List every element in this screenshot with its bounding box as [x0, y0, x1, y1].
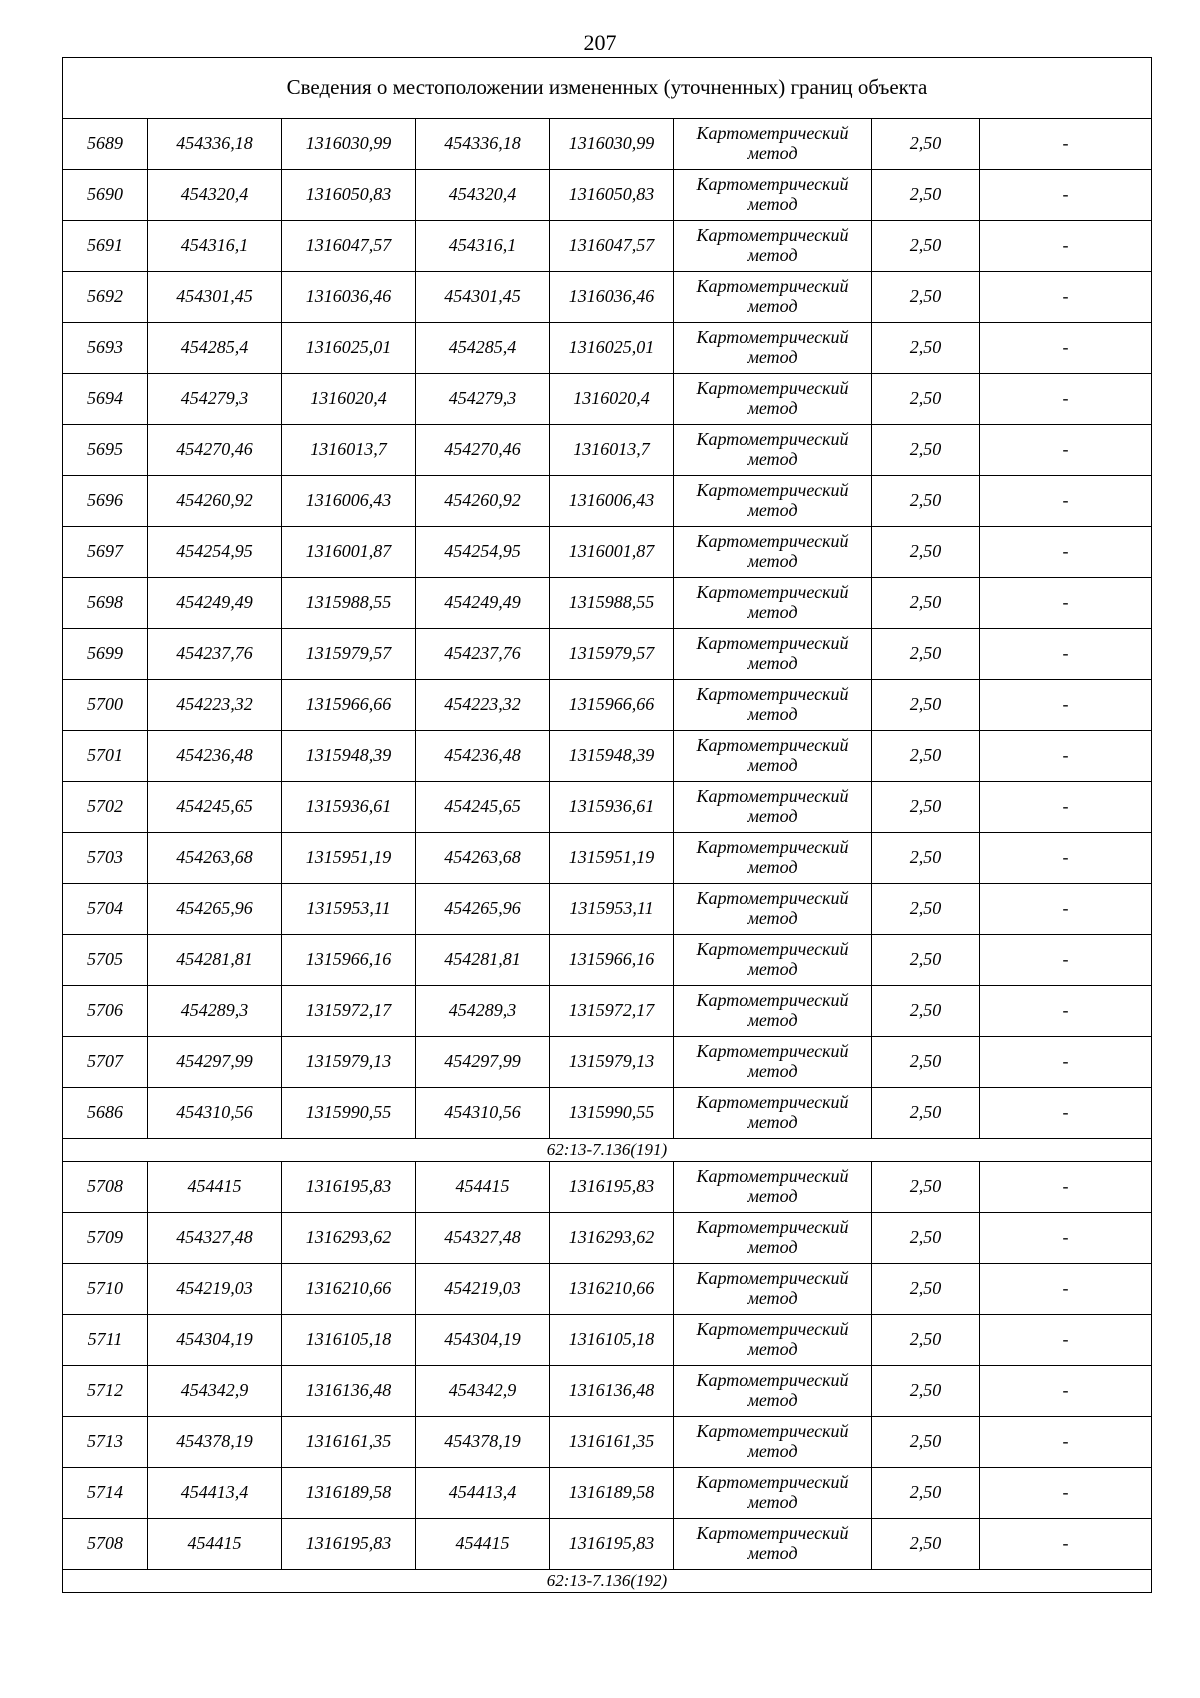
method-cell: Картометрический метод — [674, 1417, 872, 1468]
table-row — [63, 833, 1152, 884]
accuracy-cell: 2,50 — [872, 1315, 980, 1366]
method-cell: Картометрический метод — [674, 1213, 872, 1264]
description-cell: - — [980, 935, 1152, 986]
x-new-cell: 454301,45 — [416, 272, 550, 323]
x-new-cell: 454270,46 — [416, 425, 550, 476]
description-cell: - — [980, 833, 1152, 884]
y-old-cell: 1315936,61 — [282, 782, 416, 833]
method-cell: Картометрический метод — [674, 680, 872, 731]
point-number-cell: 5696 — [63, 476, 148, 527]
method-cell: Картометрический метод — [674, 221, 872, 272]
table-row — [63, 1519, 1152, 1570]
description-cell: - — [980, 374, 1152, 425]
method-cell: Картометрический метод — [674, 1366, 872, 1417]
y-new-cell: 1316189,58 — [550, 1468, 674, 1519]
point-number-cell: 5697 — [63, 527, 148, 578]
point-number-cell: 5708 — [63, 1519, 148, 1570]
description-cell: - — [980, 119, 1152, 170]
y-old-cell: 1316030,99 — [282, 119, 416, 170]
x-new-cell: 454336,18 — [416, 119, 550, 170]
description-cell: - — [980, 272, 1152, 323]
y-old-cell: 1316210,66 — [282, 1264, 416, 1315]
table-row — [63, 782, 1152, 833]
method-cell: Картометрический метод — [674, 884, 872, 935]
boundary-coordinates-table — [62, 57, 1152, 1593]
x-old-cell: 454297,99 — [148, 1037, 282, 1088]
x-new-cell: 454316,1 — [416, 221, 550, 272]
method-cell: Картометрический метод — [674, 1468, 872, 1519]
table-row — [63, 578, 1152, 629]
y-old-cell: 1316036,46 — [282, 272, 416, 323]
point-number-cell: 5695 — [63, 425, 148, 476]
description-cell: - — [980, 1037, 1152, 1088]
x-new-cell: 454413,4 — [416, 1468, 550, 1519]
y-new-cell: 1316050,83 — [550, 170, 674, 221]
point-number-cell: 5686 — [63, 1088, 148, 1139]
x-old-cell: 454265,96 — [148, 884, 282, 935]
x-old-cell: 454301,45 — [148, 272, 282, 323]
point-number-cell: 5709 — [63, 1213, 148, 1264]
accuracy-cell: 2,50 — [872, 221, 980, 272]
x-old-cell: 454260,92 — [148, 476, 282, 527]
y-new-cell: 1316030,99 — [550, 119, 674, 170]
y-new-cell: 1315953,11 — [550, 884, 674, 935]
x-new-cell: 454281,81 — [416, 935, 550, 986]
table-row — [63, 1037, 1152, 1088]
x-new-cell: 454415 — [416, 1162, 550, 1213]
method-cell: Картометрический метод — [674, 323, 872, 374]
description-cell: - — [980, 221, 1152, 272]
x-old-cell: 454413,4 — [148, 1468, 282, 1519]
point-number-cell: 5700 — [63, 680, 148, 731]
accuracy-cell: 2,50 — [872, 884, 980, 935]
point-number-cell: 5705 — [63, 935, 148, 986]
y-old-cell: 1316189,58 — [282, 1468, 416, 1519]
accuracy-cell: 2,50 — [872, 1088, 980, 1139]
y-new-cell: 1316293,62 — [550, 1213, 674, 1264]
table-row — [63, 527, 1152, 578]
accuracy-cell: 2,50 — [872, 1468, 980, 1519]
y-old-cell: 1315979,57 — [282, 629, 416, 680]
method-cell: Картометрический метод — [674, 1519, 872, 1570]
x-new-cell: 454237,76 — [416, 629, 550, 680]
y-new-cell: 1316025,01 — [550, 323, 674, 374]
description-cell: - — [980, 731, 1152, 782]
x-old-cell: 454263,68 — [148, 833, 282, 884]
method-cell: Картометрический метод — [674, 935, 872, 986]
method-cell: Картометрический метод — [674, 782, 872, 833]
x-old-cell: 454236,48 — [148, 731, 282, 782]
y-new-cell: 1315988,55 — [550, 578, 674, 629]
x-old-cell: 454342,9 — [148, 1366, 282, 1417]
table-row — [63, 986, 1152, 1037]
x-old-cell: 454289,3 — [148, 986, 282, 1037]
accuracy-cell: 2,50 — [872, 1162, 980, 1213]
description-cell: - — [980, 884, 1152, 935]
accuracy-cell: 2,50 — [872, 1213, 980, 1264]
table-row — [63, 1315, 1152, 1366]
table-row — [63, 119, 1152, 170]
description-cell: - — [980, 680, 1152, 731]
description-cell: - — [980, 425, 1152, 476]
point-number-cell: 5694 — [63, 374, 148, 425]
accuracy-cell: 2,50 — [872, 374, 980, 425]
y-new-cell: 1316047,57 — [550, 221, 674, 272]
accuracy-cell: 2,50 — [872, 731, 980, 782]
point-number-cell: 5704 — [63, 884, 148, 935]
method-cell: Картометрический метод — [674, 1037, 872, 1088]
description-cell: - — [980, 1213, 1152, 1264]
accuracy-cell: 2,50 — [872, 323, 980, 374]
x-old-cell: 454320,4 — [148, 170, 282, 221]
point-number-cell: 5690 — [63, 170, 148, 221]
x-new-cell: 454320,4 — [416, 170, 550, 221]
method-cell: Картометрический метод — [674, 1264, 872, 1315]
point-number-cell: 5711 — [63, 1315, 148, 1366]
y-old-cell: 1316025,01 — [282, 323, 416, 374]
table-row — [63, 935, 1152, 986]
y-new-cell: 1316210,66 — [550, 1264, 674, 1315]
y-new-cell: 1315979,13 — [550, 1037, 674, 1088]
y-old-cell: 1315966,16 — [282, 935, 416, 986]
y-old-cell: 1316195,83 — [282, 1162, 416, 1213]
y-old-cell: 1315979,13 — [282, 1037, 416, 1088]
y-old-cell: 1316105,18 — [282, 1315, 416, 1366]
y-new-cell: 1315966,16 — [550, 935, 674, 986]
x-new-cell: 454219,03 — [416, 1264, 550, 1315]
x-new-cell: 454304,19 — [416, 1315, 550, 1366]
section-label: 62:13-7.136(191) — [63, 1139, 1152, 1162]
accuracy-cell: 2,50 — [872, 935, 980, 986]
y-old-cell: 1315953,11 — [282, 884, 416, 935]
table-row — [63, 1162, 1152, 1213]
x-new-cell: 454415 — [416, 1519, 550, 1570]
y-old-cell: 1316136,48 — [282, 1366, 416, 1417]
page-number: 207 — [583, 30, 617, 55]
x-new-cell: 454245,65 — [416, 782, 550, 833]
accuracy-cell: 2,50 — [872, 833, 980, 884]
description-cell: - — [980, 629, 1152, 680]
description-cell: - — [980, 527, 1152, 578]
point-number-cell: 5702 — [63, 782, 148, 833]
description-cell: - — [980, 1315, 1152, 1366]
description-cell: - — [980, 476, 1152, 527]
x-old-cell: 454249,49 — [148, 578, 282, 629]
x-old-cell: 454279,3 — [148, 374, 282, 425]
y-new-cell: 1316006,43 — [550, 476, 674, 527]
y-new-cell: 1315979,57 — [550, 629, 674, 680]
method-cell: Картометрический метод — [674, 731, 872, 782]
x-old-cell: 454327,48 — [148, 1213, 282, 1264]
method-cell: Картометрический метод — [674, 986, 872, 1037]
description-cell: - — [980, 1162, 1152, 1213]
table-title: Сведения о местоположении измененных (уточненных) границ объекта — [63, 58, 1152, 119]
y-new-cell: 1315966,66 — [550, 680, 674, 731]
x-new-cell: 454263,68 — [416, 833, 550, 884]
x-new-cell: 454327,48 — [416, 1213, 550, 1264]
point-number-cell: 5693 — [63, 323, 148, 374]
table-row — [63, 1366, 1152, 1417]
y-new-cell: 1316020,4 — [550, 374, 674, 425]
x-old-cell: 454310,56 — [148, 1088, 282, 1139]
x-old-cell: 454378,19 — [148, 1417, 282, 1468]
table-row — [63, 884, 1152, 935]
y-new-cell: 1316136,48 — [550, 1366, 674, 1417]
method-cell: Картометрический метод — [674, 1088, 872, 1139]
point-number-cell: 5699 — [63, 629, 148, 680]
x-old-cell: 454281,81 — [148, 935, 282, 986]
table-row — [63, 1088, 1152, 1139]
x-old-cell: 454336,18 — [148, 119, 282, 170]
x-new-cell: 454254,95 — [416, 527, 550, 578]
accuracy-cell: 2,50 — [872, 578, 980, 629]
x-new-cell: 454223,32 — [416, 680, 550, 731]
x-old-cell: 454415 — [148, 1519, 282, 1570]
x-new-cell: 454310,56 — [416, 1088, 550, 1139]
x-new-cell: 454297,99 — [416, 1037, 550, 1088]
y-old-cell: 1316001,87 — [282, 527, 416, 578]
table-row — [63, 1417, 1152, 1468]
accuracy-cell: 2,50 — [872, 425, 980, 476]
method-cell: Картометрический метод — [674, 833, 872, 884]
method-cell: Картометрический метод — [674, 272, 872, 323]
y-new-cell: 1316036,46 — [550, 272, 674, 323]
accuracy-cell: 2,50 — [872, 680, 980, 731]
table-row — [63, 323, 1152, 374]
point-number-cell: 5698 — [63, 578, 148, 629]
x-new-cell: 454260,92 — [416, 476, 550, 527]
accuracy-cell: 2,50 — [872, 527, 980, 578]
table-row — [63, 1213, 1152, 1264]
x-new-cell: 454279,3 — [416, 374, 550, 425]
point-number-cell: 5714 — [63, 1468, 148, 1519]
description-cell: - — [980, 170, 1152, 221]
section-label: 62:13-7.136(192) — [63, 1570, 1152, 1593]
y-old-cell: 1316195,83 — [282, 1519, 416, 1570]
y-new-cell: 1316161,35 — [550, 1417, 674, 1468]
x-new-cell: 454285,4 — [416, 323, 550, 374]
x-new-cell: 454342,9 — [416, 1366, 550, 1417]
y-new-cell: 1315951,19 — [550, 833, 674, 884]
table-row — [63, 272, 1152, 323]
x-old-cell: 454304,19 — [148, 1315, 282, 1366]
table-row — [63, 680, 1152, 731]
y-old-cell: 1315966,66 — [282, 680, 416, 731]
accuracy-cell: 2,50 — [872, 119, 980, 170]
description-cell: - — [980, 1264, 1152, 1315]
y-new-cell: 1315936,61 — [550, 782, 674, 833]
y-new-cell: 1315990,55 — [550, 1088, 674, 1139]
point-number-cell: 5692 — [63, 272, 148, 323]
description-cell: - — [980, 986, 1152, 1037]
y-new-cell: 1316195,83 — [550, 1519, 674, 1570]
accuracy-cell: 2,50 — [872, 1037, 980, 1088]
accuracy-cell: 2,50 — [872, 1264, 980, 1315]
accuracy-cell: 2,50 — [872, 1519, 980, 1570]
description-cell: - — [980, 578, 1152, 629]
accuracy-cell: 2,50 — [872, 986, 980, 1037]
point-number-cell: 5689 — [63, 119, 148, 170]
table-row — [63, 221, 1152, 272]
method-cell: Картометрический метод — [674, 1162, 872, 1213]
description-cell: - — [980, 1519, 1152, 1570]
table-row — [63, 425, 1152, 476]
y-new-cell: 1316001,87 — [550, 527, 674, 578]
x-old-cell: 454316,1 — [148, 221, 282, 272]
accuracy-cell: 2,50 — [872, 629, 980, 680]
x-new-cell: 454289,3 — [416, 986, 550, 1037]
y-old-cell: 1315972,17 — [282, 986, 416, 1037]
y-old-cell: 1316293,62 — [282, 1213, 416, 1264]
x-new-cell: 454265,96 — [416, 884, 550, 935]
table-row — [63, 374, 1152, 425]
point-number-cell: 5706 — [63, 986, 148, 1037]
description-cell: - — [980, 1468, 1152, 1519]
table-row — [63, 476, 1152, 527]
description-cell: - — [980, 1417, 1152, 1468]
method-cell: Картометрический метод — [674, 578, 872, 629]
description-cell: - — [980, 1088, 1152, 1139]
section-row — [63, 1570, 1152, 1593]
method-cell: Картометрический метод — [674, 527, 872, 578]
y-new-cell: 1315948,39 — [550, 731, 674, 782]
y-old-cell: 1316006,43 — [282, 476, 416, 527]
x-new-cell: 454249,49 — [416, 578, 550, 629]
y-new-cell: 1315972,17 — [550, 986, 674, 1037]
y-old-cell: 1316013,7 — [282, 425, 416, 476]
y-new-cell: 1316105,18 — [550, 1315, 674, 1366]
x-old-cell: 454254,95 — [148, 527, 282, 578]
description-cell: - — [980, 782, 1152, 833]
accuracy-cell: 2,50 — [872, 476, 980, 527]
method-cell: Картометрический метод — [674, 170, 872, 221]
method-cell: Картометрический метод — [674, 425, 872, 476]
section-row — [63, 1139, 1152, 1162]
point-number-cell: 5691 — [63, 221, 148, 272]
table-title-row — [63, 58, 1152, 119]
point-number-cell: 5710 — [63, 1264, 148, 1315]
y-old-cell: 1315951,19 — [282, 833, 416, 884]
method-cell: Картометрический метод — [674, 1315, 872, 1366]
accuracy-cell: 2,50 — [872, 1366, 980, 1417]
description-cell: - — [980, 1366, 1152, 1417]
point-number-cell: 5712 — [63, 1366, 148, 1417]
method-cell: Картометрический метод — [674, 374, 872, 425]
x-new-cell: 454236,48 — [416, 731, 550, 782]
point-number-cell: 5701 — [63, 731, 148, 782]
x-old-cell: 454219,03 — [148, 1264, 282, 1315]
method-cell: Картометрический метод — [674, 119, 872, 170]
y-old-cell: 1315990,55 — [282, 1088, 416, 1139]
table-row — [63, 629, 1152, 680]
y-old-cell: 1316047,57 — [282, 221, 416, 272]
point-number-cell: 5713 — [63, 1417, 148, 1468]
x-old-cell: 454270,46 — [148, 425, 282, 476]
table-row — [63, 1468, 1152, 1519]
x-old-cell: 454285,4 — [148, 323, 282, 374]
x-old-cell: 454415 — [148, 1162, 282, 1213]
accuracy-cell: 2,50 — [872, 170, 980, 221]
table-row — [63, 170, 1152, 221]
point-number-cell: 5703 — [63, 833, 148, 884]
y-new-cell: 1316195,83 — [550, 1162, 674, 1213]
accuracy-cell: 2,50 — [872, 1417, 980, 1468]
y-old-cell: 1316161,35 — [282, 1417, 416, 1468]
x-new-cell: 454378,19 — [416, 1417, 550, 1468]
accuracy-cell: 2,50 — [872, 272, 980, 323]
method-cell: Картометрический метод — [674, 476, 872, 527]
y-old-cell: 1315948,39 — [282, 731, 416, 782]
x-old-cell: 454245,65 — [148, 782, 282, 833]
y-old-cell: 1316020,4 — [282, 374, 416, 425]
y-new-cell: 1316013,7 — [550, 425, 674, 476]
accuracy-cell: 2,50 — [872, 782, 980, 833]
point-number-cell: 5708 — [63, 1162, 148, 1213]
y-old-cell: 1316050,83 — [282, 170, 416, 221]
x-old-cell: 454223,32 — [148, 680, 282, 731]
table-row — [63, 731, 1152, 782]
table-row — [63, 1264, 1152, 1315]
point-number-cell: 5707 — [63, 1037, 148, 1088]
y-old-cell: 1315988,55 — [282, 578, 416, 629]
x-old-cell: 454237,76 — [148, 629, 282, 680]
description-cell: - — [980, 323, 1152, 374]
method-cell: Картометрический метод — [674, 629, 872, 680]
